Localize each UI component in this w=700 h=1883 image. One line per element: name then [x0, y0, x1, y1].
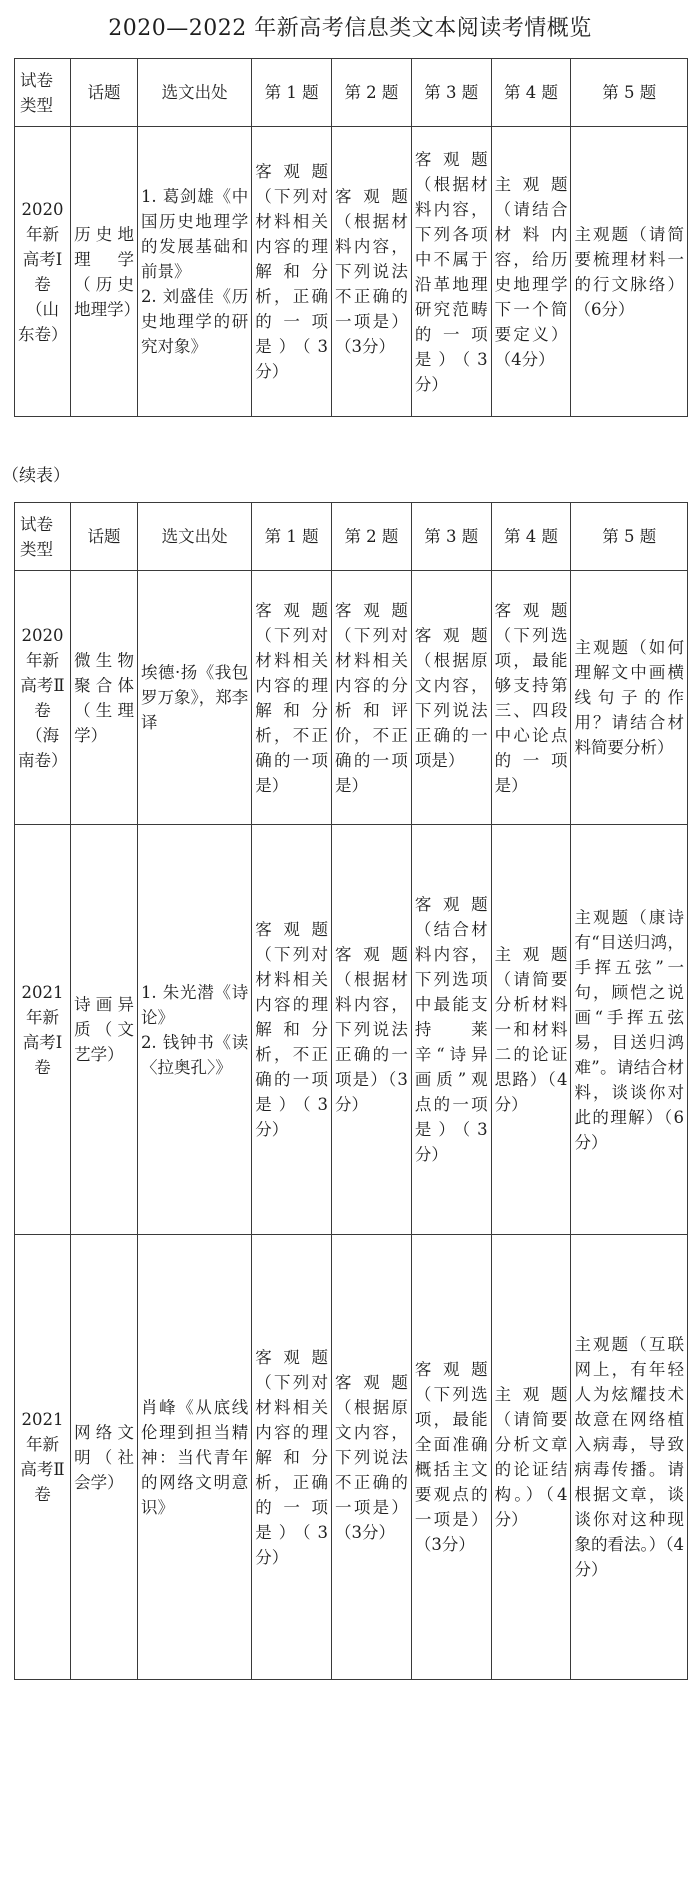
table-row	[15, 825, 688, 1235]
topic-cell: 历史地理学（历史地理学）	[71, 127, 138, 417]
source-item: 1. 葛剑雄《中国历史地理学的发展基础和前景》	[140, 187, 249, 281]
header-q4: 第 4 题	[491, 503, 571, 571]
page-title: 2020—2022 年新高考信息类文本阅读考情概览	[108, 16, 592, 41]
paper-cell: 2020 年新高考Ⅰ卷（山东卷）	[15, 127, 71, 417]
header-q1: 第 1 题	[252, 59, 332, 127]
q5-cell: 主观题（如何理解文中画横线句子的作用？请结合材料简要分析）	[571, 571, 688, 825]
exam-table-continued	[14, 502, 688, 1680]
paper-cell: 2021 年新高考Ⅰ卷	[15, 825, 71, 1235]
source-item: 肖峰《从底线伦理到担当精神：当代青年的网络文明意识》	[140, 1397, 249, 1517]
header-row	[15, 503, 688, 571]
q2-cell: 客观题（根据材料内容，下列说法正确的一项是）（3分）	[332, 825, 412, 1235]
q1-cell: 客观题（下列对材料相关内容的理解和分析，不正确的一项是）（3分）	[252, 825, 332, 1235]
topic-cell: 微生物聚合体（生理学）	[71, 571, 138, 825]
topic-cell: 诗画异质（文艺学）	[71, 825, 138, 1235]
q3-cell: 客观题（根据材料内容，下列各项中不属于沿革地理研究范畴的一项是）（3分）	[411, 127, 491, 417]
q3-cell: 客观题（根据原文内容，下列说法正确的一项是）	[411, 571, 491, 825]
source-cell	[137, 825, 251, 1235]
paper-cell: 2020 年新高考Ⅱ卷（海南卷）	[15, 571, 71, 825]
header-q2: 第 2 题	[332, 59, 412, 127]
table-row	[15, 127, 688, 417]
header-paper-type: 试卷类型	[15, 59, 71, 127]
header-q3: 第 3 题	[411, 59, 491, 127]
header-source: 选文出处	[137, 503, 251, 571]
q4-cell: 主观题（请简要分析材料一和材料二的论证思路）（4分）	[491, 825, 571, 1235]
q4-cell: 客观题（下列选项，最能够支持第三、四段中心论点的一项是）	[491, 571, 571, 825]
q1-cell: 客观题（下列对材料相关内容的理解和分析，正确的一项是）（3分）	[252, 1235, 332, 1680]
q3-cell: 客观题（结合材料内容，下列选项中最能支持莱辛“诗异画质”观点的一项是）（3分）	[411, 825, 491, 1235]
source-cell	[137, 127, 251, 417]
q2-cell: 客观题（根据原文内容，下列说法不正确的一项是）（3分）	[332, 1235, 412, 1680]
q2-cell: 客观题（根据材料内容，下列说法不正确的一项是）（3分）	[332, 127, 412, 417]
exam-table	[14, 58, 688, 417]
q5-cell: 主观题（互联网上，有年轻人为炫耀技术故意在网络植入病毒，导致病毒传播。请根据文章，谈谈你对这种现象的看法。）（4分）	[571, 1235, 688, 1680]
source-cell	[137, 571, 251, 825]
header-q5: 第 5 题	[571, 59, 688, 127]
source-item: 2. 刘盛佳《历史地理学的研究对象》	[140, 287, 249, 356]
source-item: 1. 朱光潜《诗论》	[140, 982, 249, 1027]
q5-cell: 主观题（康诗有“目送归鸿，手挥五弦”一句，顾恺之说画“手挥五弦易，目送归鸿难”。请结合材料，谈谈你对此的理解）（6分）	[571, 825, 688, 1235]
header-topic: 话题	[71, 503, 138, 571]
header-row	[15, 59, 688, 127]
q1-cell: 客观题（下列对材料相关内容的理解和分析，正确的一项是）（3分）	[252, 127, 332, 417]
source-item: 埃德·扬《我包罗万象》，郑李译	[140, 663, 249, 732]
topic-cell: 网络文明（社会学）	[71, 1235, 138, 1680]
q2-cell: 客观题（下列对材料相关内容的分析和评价，不正确的一项是）	[332, 571, 412, 825]
header-q3: 第 3 题	[411, 503, 491, 571]
paper-cell: 2021 年新高考Ⅱ卷	[15, 1235, 71, 1680]
q4-cell: 主观题（请简要分析文章的论证结构。）（4分）	[491, 1235, 571, 1680]
header-paper-type: 试卷类型	[15, 503, 71, 571]
table-row	[15, 1235, 688, 1680]
header-q1: 第 1 题	[252, 503, 332, 571]
q1-cell: 客观题（下列对材料相关内容的理解和分析，不正确的一项是）	[252, 571, 332, 825]
continued-label: （续表）	[2, 466, 70, 486]
source-cell	[137, 1235, 251, 1680]
source-item: 2. 钱钟书《读〈拉奥孔〉》	[140, 1032, 249, 1077]
q4-cell: 主观题（请结合材料内容，给历史地理学下一个简要定义）（4分）	[491, 127, 571, 417]
q5-cell: 主观题（请简要梳理材料一的行文脉络）（6分）	[571, 127, 688, 417]
header-q5: 第 5 题	[571, 503, 688, 571]
table-row	[15, 571, 688, 825]
q3-cell: 客观题（下列选项，最能全面准确概括主文要观点的一项是）（3分）	[411, 1235, 491, 1680]
header-source: 选文出处	[137, 59, 251, 127]
header-q2: 第 2 题	[332, 503, 412, 571]
header-topic: 话题	[71, 59, 138, 127]
header-q4: 第 4 题	[491, 59, 571, 127]
